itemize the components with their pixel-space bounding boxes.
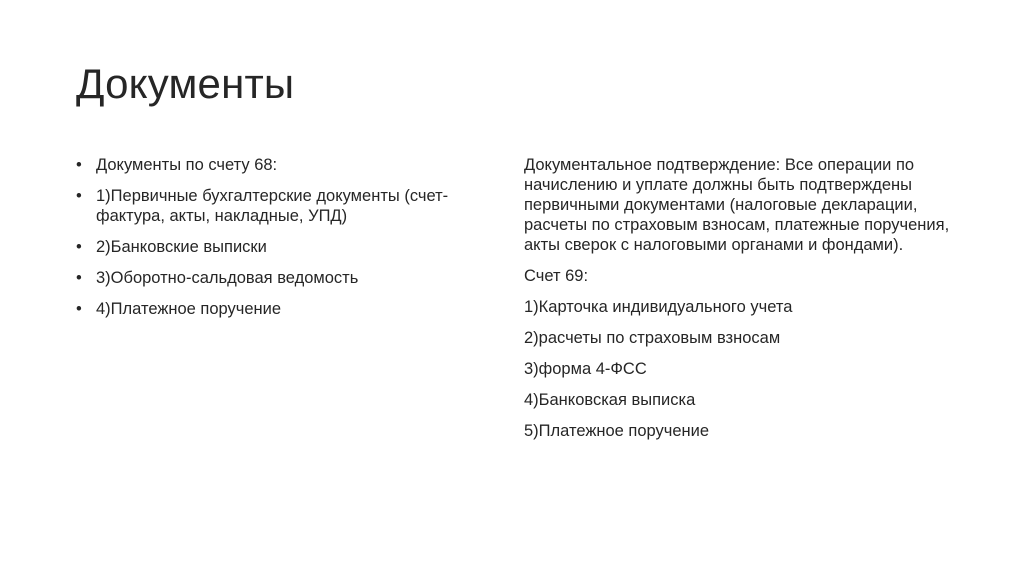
list-item-text: 4)Платежное поручение (96, 300, 282, 318)
list-item (76, 237, 486, 257)
bullet-icon: • (76, 238, 82, 256)
paragraph: 1)Карточка индивидуального учета (524, 298, 793, 316)
list-item (76, 268, 486, 288)
list-item (76, 155, 486, 175)
list-item-text: 3)Оборотно-сальдовая ведомость (96, 269, 359, 287)
bullet-icon: • (76, 187, 82, 205)
paragraph: 3)форма 4-ФСС (524, 360, 647, 378)
list-item (76, 299, 486, 319)
paragraph: 2)расчеты по страховым взносам (524, 329, 781, 347)
list-item (76, 186, 486, 226)
slide-title: Документы (76, 60, 295, 107)
paragraph: 5)Платежное поручение (524, 422, 710, 440)
list-item-text: 1)Первичные бухгалтерские документы (счет-фактура, акты, накладные, УПД) (96, 187, 449, 225)
paragraph: 4)Банковская выписка (524, 391, 696, 409)
list-item-text: 2)Банковские выписки (96, 238, 267, 256)
list-item-text: Документы по счету 68: (96, 156, 278, 174)
bullet-icon: • (76, 156, 82, 174)
bullet-icon: • (76, 269, 82, 287)
right-column (524, 155, 964, 452)
bullet-list (76, 155, 486, 319)
left-column (76, 155, 486, 330)
paragraph: Счет 69: (524, 267, 589, 285)
bullet-icon: • (76, 300, 82, 318)
paragraph: Документальное подтверждение: Все операции по начислению и уплате должны быть подтверждены первичными документами (налоговые декларации, расчеты по страховым взносам, платежные поручения, акты сверок с налоговыми органами и фондами). (524, 156, 950, 254)
